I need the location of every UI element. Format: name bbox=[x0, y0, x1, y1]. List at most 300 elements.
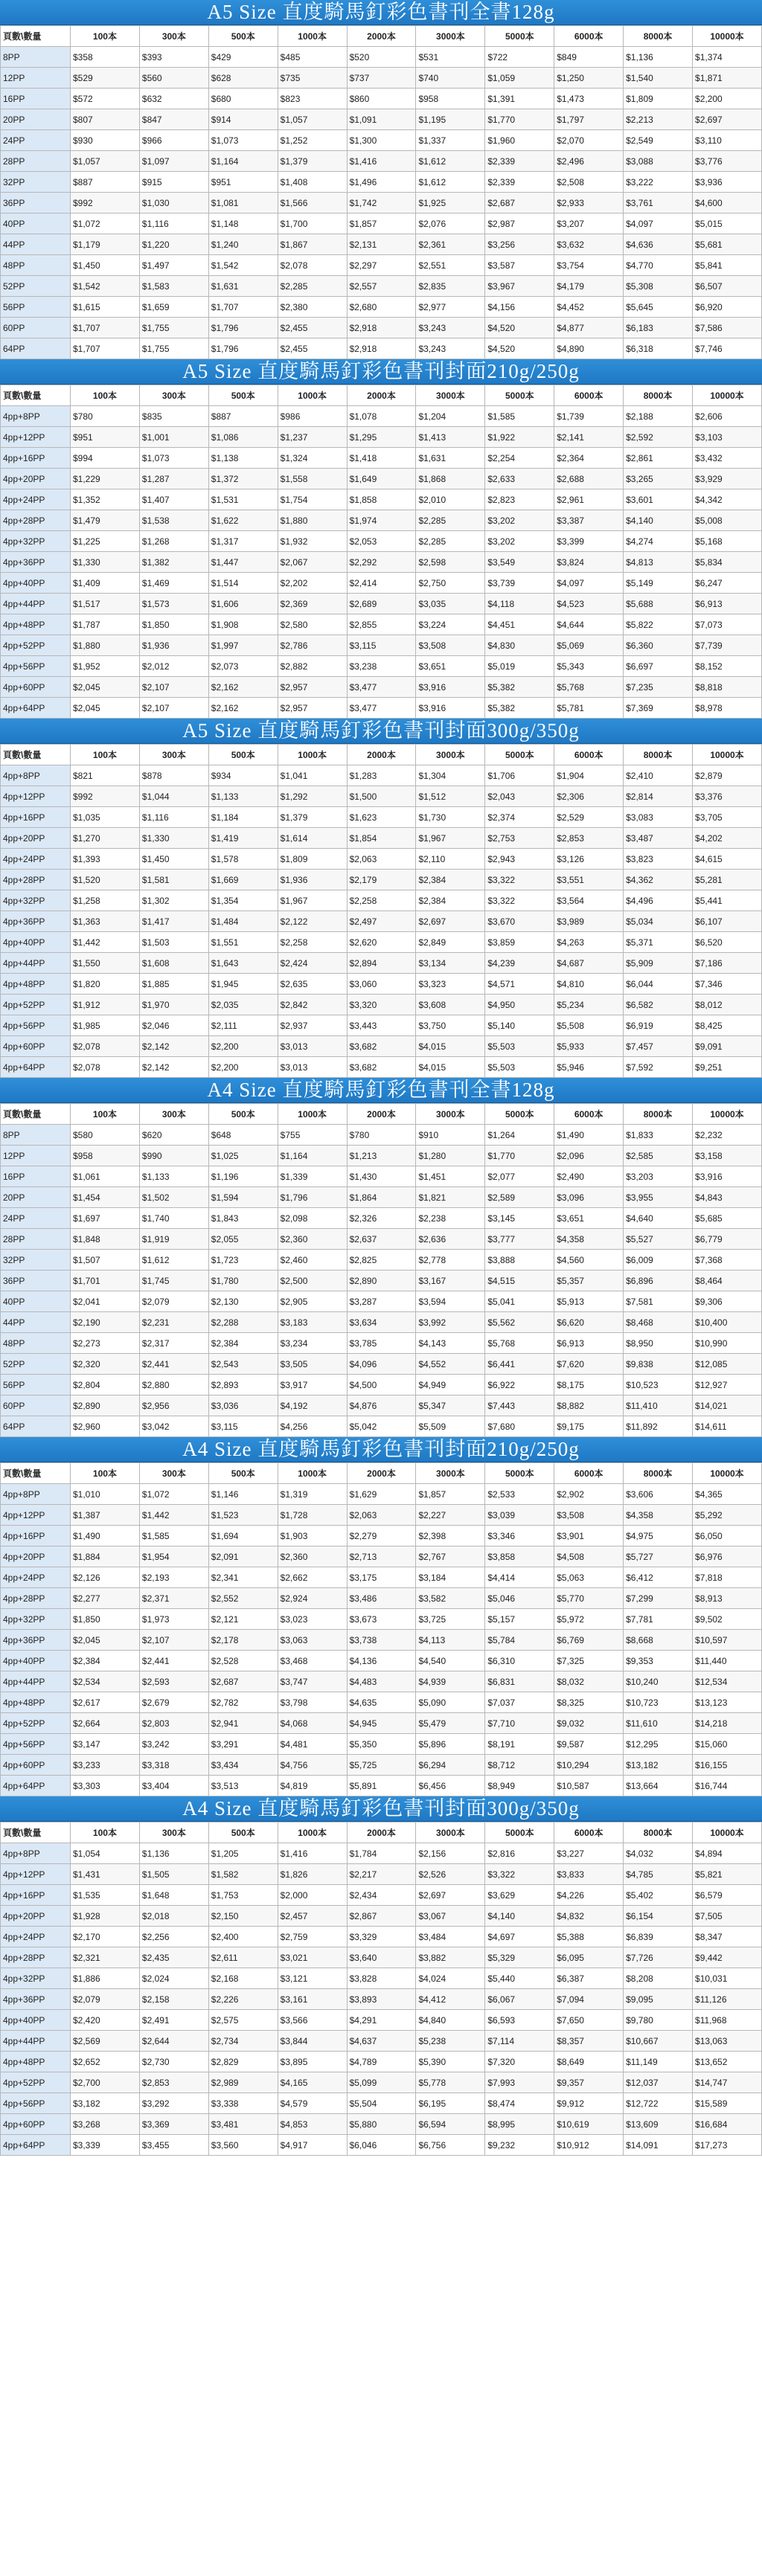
price-cell: $1,867 bbox=[278, 234, 347, 255]
price-cell: $1,213 bbox=[347, 1146, 416, 1166]
price-cell: $1,854 bbox=[347, 828, 416, 849]
price-cell: $15,060 bbox=[693, 1734, 762, 1755]
price-cell: $4,945 bbox=[347, 1713, 416, 1734]
quantity-header: 5000本 bbox=[485, 385, 554, 406]
page-count-label: 4pp+36PP bbox=[1, 911, 71, 932]
price-cell: $1,936 bbox=[278, 870, 347, 890]
price-cell: $3,287 bbox=[347, 1291, 416, 1312]
price-cell: $1,649 bbox=[347, 469, 416, 489]
table-row bbox=[1, 1630, 762, 1651]
table-row bbox=[1, 1864, 762, 1885]
price-cell: $1,728 bbox=[278, 1505, 347, 1526]
price-cell: $1,784 bbox=[347, 1843, 416, 1864]
price-cell: $5,727 bbox=[624, 1546, 693, 1567]
price-cell: $1,447 bbox=[208, 552, 278, 573]
price-cell: $1,136 bbox=[139, 1843, 208, 1864]
price-cell: $3,895 bbox=[278, 2052, 347, 2072]
price-cell: $6,412 bbox=[624, 1567, 693, 1588]
price-cell: $1,582 bbox=[208, 1864, 278, 1885]
quantity-header: 100本 bbox=[71, 1822, 140, 1843]
price-cell: $2,589 bbox=[485, 1187, 554, 1208]
price-cell: $3,320 bbox=[347, 995, 416, 1015]
quantity-header: 2000本 bbox=[347, 1822, 416, 1843]
table-row bbox=[1, 1927, 762, 1947]
price-cell: $6,067 bbox=[485, 1989, 554, 2010]
price-cell: $16,744 bbox=[693, 1776, 762, 1796]
price-cell: $10,597 bbox=[693, 1630, 762, 1651]
price-cell: $2,496 bbox=[554, 151, 624, 172]
page-count-label: 4pp+60PP bbox=[1, 1036, 71, 1057]
price-cell: $1,614 bbox=[278, 828, 347, 849]
price-cell: $4,136 bbox=[347, 1651, 416, 1671]
price-cell: $3,322 bbox=[485, 1864, 554, 1885]
price-cell: $8,882 bbox=[554, 1395, 624, 1416]
price-cell: $3,183 bbox=[278, 1312, 347, 1333]
price-cell: $2,400 bbox=[208, 1927, 278, 1947]
price-cell: $620 bbox=[139, 1125, 208, 1146]
price-cell: $1,954 bbox=[139, 1546, 208, 1567]
price-cell: $4,496 bbox=[624, 890, 693, 911]
price-cell: $5,042 bbox=[347, 1416, 416, 1437]
page-count-label: 4pp+12PP bbox=[1, 1864, 71, 1885]
price-cell: $2,679 bbox=[139, 1692, 208, 1713]
price-cell: $1,337 bbox=[416, 130, 485, 151]
price-cell: $11,440 bbox=[693, 1651, 762, 1671]
price-cell: $4,358 bbox=[624, 1505, 693, 1526]
price-cell: $1,073 bbox=[139, 448, 208, 469]
price-cell: $2,730 bbox=[139, 2052, 208, 2072]
price-cell: $2,150 bbox=[208, 1906, 278, 1927]
price-cell: $2,890 bbox=[347, 1271, 416, 1291]
page-count-label: 4pp+8PP bbox=[1, 406, 71, 427]
price-cell: $10,990 bbox=[693, 1333, 762, 1354]
price-cell: $6,756 bbox=[416, 2135, 485, 2156]
quantity-header: 1000本 bbox=[278, 385, 347, 406]
price-cell: $4,515 bbox=[485, 1271, 554, 1291]
price-cell: $4,156 bbox=[485, 297, 554, 318]
price-cell: $1,542 bbox=[71, 276, 140, 297]
price-cell: $2,434 bbox=[347, 1885, 416, 1906]
price-cell: $9,838 bbox=[624, 1354, 693, 1375]
price-cell: $4,508 bbox=[554, 1546, 624, 1567]
price-cell: $1,857 bbox=[347, 213, 416, 234]
price-cell: $1,416 bbox=[278, 1843, 347, 1864]
price-cell: $2,814 bbox=[624, 786, 693, 807]
price-cell: $7,073 bbox=[693, 614, 762, 635]
price-cell: $8,818 bbox=[693, 677, 762, 698]
price-cell: $1,753 bbox=[208, 1885, 278, 1906]
price-cell: $6,913 bbox=[554, 1333, 624, 1354]
price-cell: $3,202 bbox=[485, 531, 554, 552]
price-cell: $1,319 bbox=[278, 1484, 347, 1505]
table-row bbox=[1, 276, 762, 297]
price-cell: $1,072 bbox=[139, 1484, 208, 1505]
price-cell: $3,434 bbox=[208, 1755, 278, 1776]
page-count-label: 48PP bbox=[1, 1333, 71, 1354]
price-cell: $2,292 bbox=[347, 552, 416, 573]
price-cell: $6,183 bbox=[624, 318, 693, 338]
price-cell: $1,430 bbox=[347, 1166, 416, 1187]
price-table bbox=[0, 1822, 762, 2156]
price-cell: $1,044 bbox=[139, 786, 208, 807]
price-cell: $3,376 bbox=[693, 786, 762, 807]
price-cell: $2,689 bbox=[347, 594, 416, 614]
quantity-header: 8000本 bbox=[624, 745, 693, 765]
price-cell: $4,637 bbox=[347, 2031, 416, 2052]
price-cell: $1,904 bbox=[554, 765, 624, 786]
price-cell: $2,063 bbox=[347, 1505, 416, 1526]
price-cell: $4,830 bbox=[485, 635, 554, 656]
price-cell: $3,432 bbox=[693, 448, 762, 469]
price-cell: $3,508 bbox=[554, 1505, 624, 1526]
price-table-block bbox=[0, 719, 762, 1078]
price-cell: $5,645 bbox=[624, 297, 693, 318]
table-row bbox=[1, 172, 762, 193]
price-cell: $5,343 bbox=[554, 656, 624, 677]
price-cell: $2,842 bbox=[278, 995, 347, 1015]
quantity-header: 6000本 bbox=[554, 26, 624, 47]
page-count-label: 4pp+24PP bbox=[1, 489, 71, 510]
price-cell: $1,922 bbox=[485, 427, 554, 448]
table-row bbox=[1, 255, 762, 276]
price-cell: $5,350 bbox=[347, 1734, 416, 1755]
page-count-label: 28PP bbox=[1, 151, 71, 172]
table-row bbox=[1, 765, 762, 786]
price-cell: $2,341 bbox=[208, 1567, 278, 1588]
price-cell: $1,925 bbox=[416, 193, 485, 213]
price-cell: $1,707 bbox=[71, 338, 140, 359]
price-cell: $1,417 bbox=[139, 911, 208, 932]
price-cell: $2,786 bbox=[278, 635, 347, 656]
price-cell: $2,121 bbox=[208, 1609, 278, 1630]
price-cell: $560 bbox=[139, 68, 208, 89]
price-cell: $13,182 bbox=[624, 1755, 693, 1776]
quantity-header: 8000本 bbox=[624, 385, 693, 406]
price-cell: $735 bbox=[278, 68, 347, 89]
price-cell: $2,024 bbox=[139, 1968, 208, 1989]
price-cell: $4,697 bbox=[485, 1927, 554, 1947]
price-cell: $5,234 bbox=[554, 995, 624, 1015]
price-cell: $2,497 bbox=[347, 911, 416, 932]
price-cell: $1,669 bbox=[208, 870, 278, 890]
price-cell: $4,579 bbox=[278, 2093, 347, 2114]
price-cell: $3,096 bbox=[554, 1187, 624, 1208]
quantity-header: 5000本 bbox=[485, 1822, 554, 1843]
price-cell: $2,635 bbox=[278, 974, 347, 995]
price-cell: $1,581 bbox=[139, 870, 208, 890]
table-row bbox=[1, 68, 762, 89]
price-cell: $8,474 bbox=[485, 2093, 554, 2114]
price-cell: $14,218 bbox=[693, 1713, 762, 1734]
table-row bbox=[1, 995, 762, 1015]
price-table bbox=[0, 1462, 762, 1796]
price-cell: $6,976 bbox=[693, 1546, 762, 1567]
price-cell: $3,443 bbox=[347, 1015, 416, 1036]
page-count-label: 4pp+52PP bbox=[1, 635, 71, 656]
price-cell: $4,239 bbox=[485, 953, 554, 974]
price-cell: $11,892 bbox=[624, 1416, 693, 1437]
price-cell: $1,643 bbox=[208, 953, 278, 974]
price-cell: $2,306 bbox=[554, 786, 624, 807]
price-cell: $1,585 bbox=[485, 406, 554, 427]
price-cell: $1,240 bbox=[208, 234, 278, 255]
price-cell: $3,901 bbox=[554, 1526, 624, 1546]
price-cell: $2,902 bbox=[554, 1484, 624, 1505]
price-cell: $2,882 bbox=[278, 656, 347, 677]
table-row bbox=[1, 89, 762, 109]
quantity-header: 8000本 bbox=[624, 1104, 693, 1125]
price-cell: $2,598 bbox=[416, 552, 485, 573]
price-cell: $1,280 bbox=[416, 1146, 485, 1166]
price-cell: $1,490 bbox=[71, 1526, 140, 1546]
price-cell: $2,933 bbox=[554, 193, 624, 213]
price-cell: $3,067 bbox=[416, 1906, 485, 1927]
price-cell: $4,950 bbox=[485, 995, 554, 1015]
price-cell: $1,407 bbox=[139, 489, 208, 510]
price-cell: $5,508 bbox=[554, 1015, 624, 1036]
table-row bbox=[1, 849, 762, 870]
price-cell: $3,021 bbox=[278, 1947, 347, 1968]
price-cell: $5,821 bbox=[693, 1864, 762, 1885]
price-cell: $6,195 bbox=[416, 2093, 485, 2114]
table-row bbox=[1, 552, 762, 573]
price-cell: $1,997 bbox=[208, 635, 278, 656]
table-row bbox=[1, 109, 762, 130]
price-cell: $4,500 bbox=[347, 1375, 416, 1395]
price-cell: $4,890 bbox=[554, 338, 624, 359]
page-count-label: 28PP bbox=[1, 1229, 71, 1250]
page-count-label: 52PP bbox=[1, 276, 71, 297]
price-cell: $1,292 bbox=[278, 786, 347, 807]
price-cell: $3,824 bbox=[554, 552, 624, 573]
price-cell: $1,283 bbox=[347, 765, 416, 786]
price-cell: $1,073 bbox=[208, 130, 278, 151]
table-row bbox=[1, 510, 762, 531]
price-cell: $1,535 bbox=[71, 1885, 140, 1906]
corner-header: 頁數\數量 bbox=[1, 1822, 71, 1843]
price-cell: $5,479 bbox=[416, 1713, 485, 1734]
price-cell: $951 bbox=[71, 427, 140, 448]
price-cell: $7,710 bbox=[485, 1713, 554, 1734]
quantity-header: 500本 bbox=[208, 1104, 278, 1125]
table-title: A5 Size 直度騎馬釘彩色書刊封面210g/250g bbox=[0, 359, 762, 385]
price-cell: $2,107 bbox=[139, 1630, 208, 1651]
price-cell: $5,896 bbox=[416, 1734, 485, 1755]
price-cell: $823 bbox=[278, 89, 347, 109]
price-cell: $5,099 bbox=[347, 2072, 416, 2093]
price-cell: $6,441 bbox=[485, 1354, 554, 1375]
price-cell: $2,279 bbox=[347, 1526, 416, 1546]
page-count-label: 4pp+48PP bbox=[1, 2052, 71, 2072]
price-cell: $860 bbox=[347, 89, 416, 109]
price-cell: $4,291 bbox=[347, 2010, 416, 2031]
price-cell: $3,594 bbox=[416, 1291, 485, 1312]
price-cell: $1,072 bbox=[71, 213, 140, 234]
price-cell: $2,734 bbox=[208, 2031, 278, 2052]
price-cell: $6,360 bbox=[624, 635, 693, 656]
price-cell: $2,664 bbox=[71, 1713, 140, 1734]
price-cell: $7,620 bbox=[554, 1354, 624, 1375]
price-cell: $8,152 bbox=[693, 656, 762, 677]
price-cell: $6,620 bbox=[554, 1312, 624, 1333]
price-cell: $9,232 bbox=[485, 2135, 554, 2156]
price-cell: $1,531 bbox=[208, 489, 278, 510]
price-cell: $9,091 bbox=[693, 1036, 762, 1057]
price-cell: $1,229 bbox=[71, 469, 140, 489]
table-row bbox=[1, 870, 762, 890]
price-cell: $4,644 bbox=[554, 614, 624, 635]
price-cell: $3,725 bbox=[416, 1609, 485, 1630]
price-cell: $4,118 bbox=[485, 594, 554, 614]
price-cell: $1,469 bbox=[139, 573, 208, 594]
price-cell: $2,380 bbox=[278, 297, 347, 318]
price-cell: $992 bbox=[71, 193, 140, 213]
price-cell: $2,320 bbox=[71, 1354, 140, 1375]
table-row bbox=[1, 2135, 762, 2156]
header-row bbox=[1, 1822, 762, 1843]
price-cell: $3,182 bbox=[71, 2093, 140, 2114]
price-cell: $1,300 bbox=[347, 130, 416, 151]
price-cell: $990 bbox=[139, 1146, 208, 1166]
price-cell: $5,015 bbox=[693, 213, 762, 234]
price-cell: $2,202 bbox=[278, 573, 347, 594]
price-cell: $4,560 bbox=[554, 1250, 624, 1271]
price-cell: $4,876 bbox=[347, 1395, 416, 1416]
price-cell: $3,323 bbox=[416, 974, 485, 995]
price-cell: $2,384 bbox=[71, 1651, 140, 1671]
price-cell: $14,747 bbox=[693, 2072, 762, 2093]
page-count-label: 4pp+28PP bbox=[1, 1947, 71, 1968]
price-cell: $12,037 bbox=[624, 2072, 693, 2093]
price-cell: $737 bbox=[347, 68, 416, 89]
price-cell: $1,363 bbox=[71, 911, 140, 932]
price-cell: $10,667 bbox=[624, 2031, 693, 2052]
price-cell: $3,858 bbox=[485, 1546, 554, 1567]
price-cell: $3,161 bbox=[278, 1989, 347, 2010]
price-cell: $10,912 bbox=[554, 2135, 624, 2156]
price-cell: $1,442 bbox=[139, 1505, 208, 1526]
table-row bbox=[1, 234, 762, 255]
price-cell: $1,740 bbox=[139, 1208, 208, 1229]
price-cell: $8,325 bbox=[554, 1692, 624, 1713]
price-cell: $1,479 bbox=[71, 510, 140, 531]
price-cell: $2,018 bbox=[139, 1906, 208, 1927]
header-row bbox=[1, 1104, 762, 1125]
price-cell: $5,357 bbox=[554, 1271, 624, 1291]
price-cell: $4,192 bbox=[278, 1395, 347, 1416]
price-cell: $12,534 bbox=[693, 1671, 762, 1692]
price-cell: $1,136 bbox=[624, 47, 693, 68]
price-cell: $12,295 bbox=[624, 1734, 693, 1755]
price-cell: $10,400 bbox=[693, 1312, 762, 1333]
price-cell: $1,796 bbox=[278, 1187, 347, 1208]
price-cell: $1,057 bbox=[278, 109, 347, 130]
price-cell: $2,637 bbox=[347, 1229, 416, 1250]
price-cell: $3,582 bbox=[416, 1588, 485, 1609]
price-cell: $1,484 bbox=[208, 911, 278, 932]
price-cell: $1,324 bbox=[278, 448, 347, 469]
price-cell: $7,320 bbox=[485, 2052, 554, 2072]
price-cell: $2,142 bbox=[139, 1057, 208, 1078]
price-cell: $11,149 bbox=[624, 2052, 693, 2072]
price-cell: $5,503 bbox=[485, 1057, 554, 1078]
price-cell: $10,031 bbox=[693, 1968, 762, 1989]
price-cell: $4,113 bbox=[416, 1630, 485, 1651]
table-row bbox=[1, 297, 762, 318]
price-cell: $1,133 bbox=[139, 1166, 208, 1187]
price-cell: $3,888 bbox=[485, 1250, 554, 1271]
price-cell: $3,243 bbox=[416, 318, 485, 338]
price-cell: $5,308 bbox=[624, 276, 693, 297]
price-cell: $2,508 bbox=[554, 172, 624, 193]
price-cell: $2,156 bbox=[416, 1843, 485, 1864]
price-cell: $5,382 bbox=[485, 698, 554, 719]
price-cell: $5,238 bbox=[416, 2031, 485, 2052]
quantity-header: 5000本 bbox=[485, 745, 554, 765]
price-cell: $7,325 bbox=[554, 1651, 624, 1671]
price-cell: $2,063 bbox=[347, 849, 416, 870]
table-title: A4 Size 直度騎馬釘彩色書刊全書128g bbox=[0, 1078, 762, 1103]
price-cell: $4,015 bbox=[416, 1036, 485, 1057]
price-cell: $4,917 bbox=[278, 2135, 347, 2156]
quantity-header: 300本 bbox=[139, 385, 208, 406]
price-cell: $4,362 bbox=[624, 870, 693, 890]
price-cell: $1,041 bbox=[278, 765, 347, 786]
price-cell: $2,633 bbox=[485, 469, 554, 489]
price-cell: $3,484 bbox=[416, 1927, 485, 1947]
price-cell: $3,893 bbox=[347, 1989, 416, 2010]
price-cell: $2,256 bbox=[139, 1927, 208, 1947]
price-cell: $2,700 bbox=[71, 2072, 140, 2093]
price-cell: $1,001 bbox=[139, 427, 208, 448]
quantity-header: 500本 bbox=[208, 26, 278, 47]
price-cell: $1,826 bbox=[278, 1864, 347, 1885]
page-count-label: 64PP bbox=[1, 1416, 71, 1437]
price-cell: $1,054 bbox=[71, 1843, 140, 1864]
price-cell: $3,682 bbox=[347, 1057, 416, 1078]
price-cell: $2,529 bbox=[554, 807, 624, 828]
price-cell: $3,292 bbox=[139, 2093, 208, 2114]
price-cell: $914 bbox=[208, 109, 278, 130]
table-row bbox=[1, 1271, 762, 1291]
price-table-block bbox=[0, 1437, 762, 1796]
price-cell: $2,644 bbox=[139, 2031, 208, 2052]
quantity-header: 5000本 bbox=[485, 1104, 554, 1125]
table-row bbox=[1, 193, 762, 213]
price-cell: $5,063 bbox=[554, 1567, 624, 1588]
price-cell: $1,797 bbox=[554, 109, 624, 130]
price-cell: $5,292 bbox=[693, 1505, 762, 1526]
page-count-label: 4pp+12PP bbox=[1, 427, 71, 448]
page-count-label: 8PP bbox=[1, 47, 71, 68]
price-cell: $7,650 bbox=[554, 2010, 624, 2031]
quantity-header: 3000本 bbox=[416, 1104, 485, 1125]
table-row bbox=[1, 1588, 762, 1609]
price-cell: $3,222 bbox=[624, 172, 693, 193]
price-cell: $6,310 bbox=[485, 1651, 554, 1671]
price-cell: $6,456 bbox=[416, 1776, 485, 1796]
quantity-header: 300本 bbox=[139, 1463, 208, 1484]
price-cell: $1,295 bbox=[347, 427, 416, 448]
corner-header: 頁數\數量 bbox=[1, 1463, 71, 1484]
page-count-label: 4pp+64PP bbox=[1, 1057, 71, 1078]
price-cell: $6,009 bbox=[624, 1250, 693, 1271]
price-cell: $3,227 bbox=[554, 1843, 624, 1864]
price-cell: $4,635 bbox=[347, 1692, 416, 1713]
price-cell: $3,705 bbox=[693, 807, 762, 828]
price-cell: $9,032 bbox=[554, 1713, 624, 1734]
price-cell: $5,503 bbox=[485, 1036, 554, 1057]
